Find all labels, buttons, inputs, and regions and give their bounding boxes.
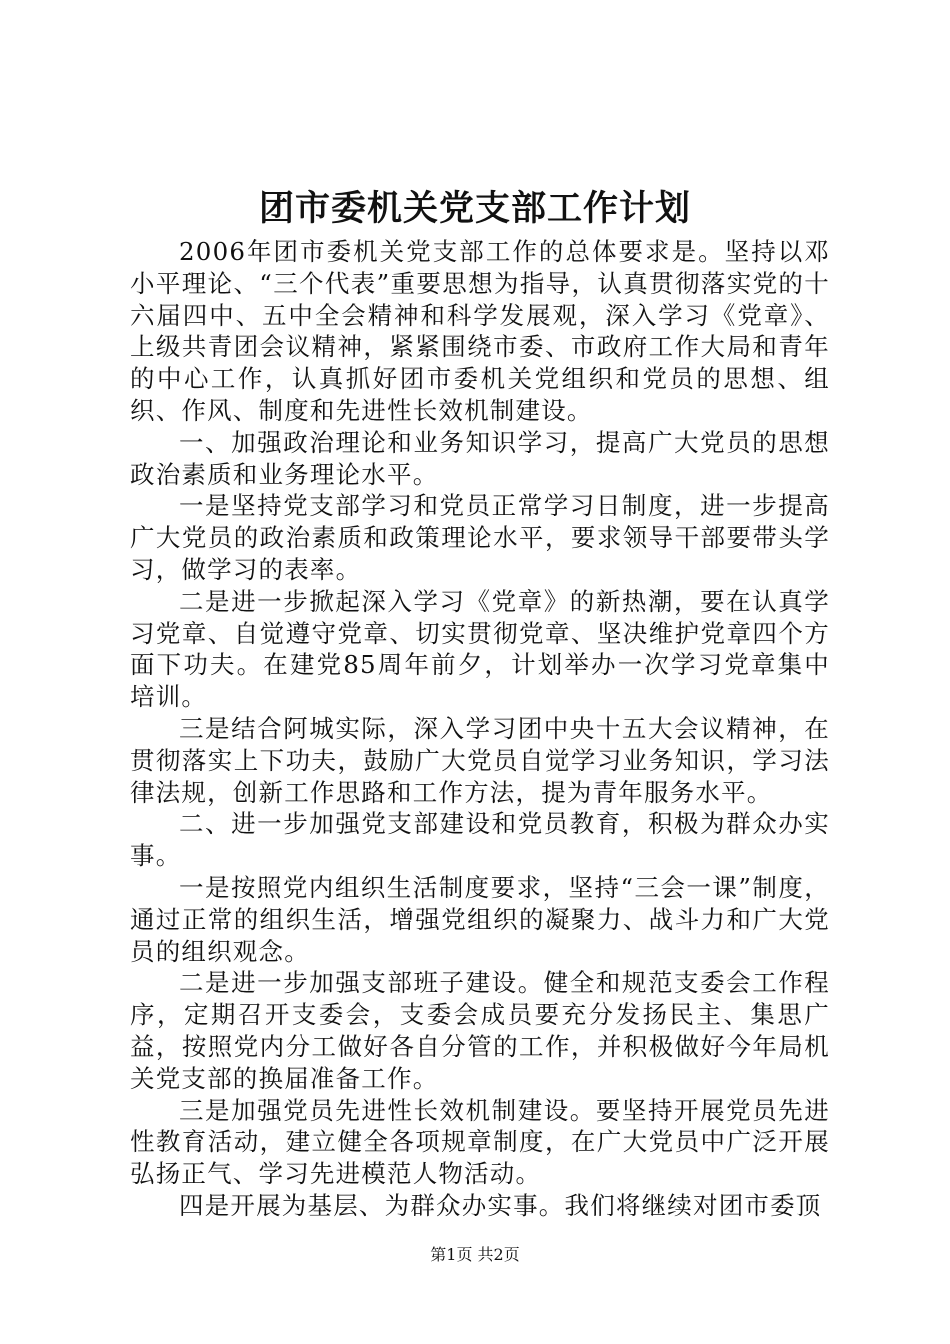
paragraph: 二、进一步加强党支部建设和党员教育，积极为群众办实事。: [130, 809, 830, 871]
document-body: [130, 236, 830, 1222]
paragraph: 四是开展为基层、为群众办实事。我们将继续对团市委顶: [179, 1190, 822, 1220]
page-footer: 第1页 共2页: [430, 1245, 520, 1264]
paragraph: 一是按照党内组织生活制度要求，坚持“三会一课”制度，通过正常的组织生活，增强党组织的凝聚力、战斗力和广大党员的组织观念。: [130, 872, 830, 966]
paragraph: 一是坚持党支部学习和党员正常学习日制度，进一步提高广大党员的政治素质和政策理论水平，要求领导干部要带头学习，做学习的表率。: [130, 491, 830, 584]
paragraph: 一、加强政治理论和业务知识学习，提高广大党员的思想政治素质和业务理论水平。: [130, 427, 830, 489]
paragraph: 二是进一步掀起深入学习《党章》的新热潮，要在认真学习党章、自觉遵守党章、切实贯彻党章、坚决维护党章四个方面下功夫。在建党85周年前夕，计划举办一次学习党章集中培训。: [130, 586, 830, 712]
paragraph: 2006年团市委机关党支部工作的总体要求是。坚持以邓小平理论、“三个代表”重要思想为指导，认真贯彻落实党的十六届四中、五中全会精神和科学发展观，深入学习《党章》、上级共青团会议精神，紧紧围绕市委、市政府工作大局和青年的中心工作，认真抓好团市委机关党组织和党员的思想、组织、作风、制度和先进性长效机制建设。: [130, 237, 830, 425]
document-title: 团市委机关党支部工作计划: [258, 188, 691, 229]
paragraph: 三是加强党员先进性长效机制建设。要坚持开展党员先进性教育活动，建立健全各项规章制度，在广大党员中广泛开展弘扬正气、学习先进模范人物活动。: [130, 1095, 830, 1189]
paragraph: 三是结合阿城实际，深入学习团中央十五大会议精神，在贯彻落实上下功夫，鼓励广大党员自觉学习业务知识，学习法律法规，创新工作思路和工作方法，提为青年服务水平。: [130, 713, 830, 807]
paragraph: 二是进一步加强支部班子建设。健全和规范支委会工作程序，定期召开支委会，支委会成员要充分发扬民主、集思广益，按照党内分工做好各自分管的工作，并积极做好今年局机关党支部的换届准备工作。: [130, 968, 830, 1093]
